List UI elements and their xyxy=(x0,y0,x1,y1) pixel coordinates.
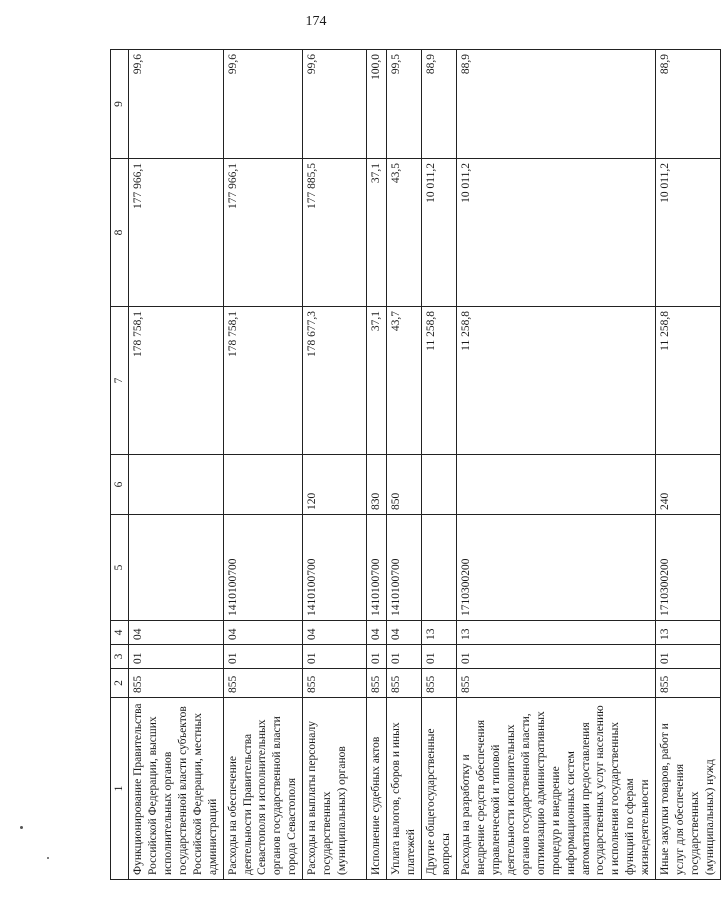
column-header: 8 xyxy=(111,159,129,307)
execution-percent-cell: 88,9 xyxy=(656,50,721,159)
executed-amount-cell: 10 011,2 xyxy=(656,159,721,307)
execution-percent-cell: 99,5 xyxy=(387,50,422,159)
page-number: 174 xyxy=(305,14,327,29)
budget-table xyxy=(110,49,721,880)
column-header: 9 xyxy=(111,50,129,159)
table-row xyxy=(457,50,656,880)
subsection-code-cell: 04 xyxy=(128,621,223,645)
target-article-cell: 1710300200 xyxy=(656,515,721,621)
column-header: 1 xyxy=(111,698,129,880)
table-row xyxy=(303,50,367,880)
row-name-cell: Другие общегосударственные вопросы xyxy=(422,698,457,880)
expense-type-cell: 240 xyxy=(656,455,721,515)
section-code-cell: 01 xyxy=(303,645,367,669)
row-name-cell: Уплата налогов, сборов и иных платежей xyxy=(387,698,422,880)
expense-type-cell: 850 xyxy=(387,455,422,515)
target-article-cell: 1410100700 xyxy=(387,515,422,621)
target-article-cell: 1410100700 xyxy=(367,515,387,621)
column-header: 5 xyxy=(111,515,129,621)
grbs-code-cell: 855 xyxy=(656,669,721,698)
row-name-cell: Иные закупки товаров, работ и услуг для обеспечения государственных (муниципальных) нужд xyxy=(656,698,721,880)
subsection-code-cell: 04 xyxy=(387,621,422,645)
planned-amount-cell: 43,7 xyxy=(387,307,422,455)
executed-amount-cell: 177 885,5 xyxy=(303,159,367,307)
table-row xyxy=(656,50,721,880)
planned-amount-cell: 178 758,1 xyxy=(223,307,303,455)
column-header: 2 xyxy=(111,669,129,698)
planned-amount-cell: 178 677,3 xyxy=(303,307,367,455)
grbs-code-cell: 855 xyxy=(367,669,387,698)
planned-amount-cell: 37,1 xyxy=(367,307,387,455)
execution-percent-cell: 99,6 xyxy=(128,50,223,159)
row-name-cell: Функционирование Правительства Российской Федерации, высших исполнительных органов государственной власти субъектов Российской Федерации, местных администраций xyxy=(128,698,223,880)
target-article-cell xyxy=(128,515,223,621)
target-article-cell: 1410100700 xyxy=(303,515,367,621)
subsection-code-cell: 04 xyxy=(303,621,367,645)
section-code-cell: 01 xyxy=(367,645,387,669)
expense-type-cell xyxy=(457,455,656,515)
section-code-cell: 01 xyxy=(656,645,721,669)
subsection-code-cell: 13 xyxy=(656,621,721,645)
planned-amount-cell: 11 258,8 xyxy=(656,307,721,455)
table-row xyxy=(128,50,223,880)
executed-amount-cell: 10 011,2 xyxy=(457,159,656,307)
grbs-code-cell: 855 xyxy=(422,669,457,698)
expense-type-cell: 830 xyxy=(367,455,387,515)
expense-type-cell: 120 xyxy=(303,455,367,515)
expense-type-cell xyxy=(223,455,303,515)
scan-speck xyxy=(47,857,49,859)
section-code-cell: 01 xyxy=(223,645,303,669)
execution-percent-cell: 99,6 xyxy=(303,50,367,159)
column-header: 3 xyxy=(111,645,129,669)
executed-amount-cell: 10 011,2 xyxy=(422,159,457,307)
section-code-cell: 01 xyxy=(457,645,656,669)
grbs-code-cell: 855 xyxy=(387,669,422,698)
grbs-code-cell: 855 xyxy=(223,669,303,698)
execution-percent-cell: 100,0 xyxy=(367,50,387,159)
expense-type-cell xyxy=(128,455,223,515)
target-article-cell: 1410100700 xyxy=(223,515,303,621)
table-row xyxy=(367,50,387,880)
planned-amount-cell: 11 258,8 xyxy=(457,307,656,455)
execution-percent-cell: 88,9 xyxy=(457,50,656,159)
section-code-cell: 01 xyxy=(387,645,422,669)
executed-amount-cell: 37,1 xyxy=(367,159,387,307)
column-header: 6 xyxy=(111,455,129,515)
header-row xyxy=(111,50,129,880)
rotated-table-container xyxy=(110,50,716,880)
executed-amount-cell: 177 966,1 xyxy=(128,159,223,307)
target-article-cell xyxy=(422,515,457,621)
section-code-cell: 01 xyxy=(128,645,223,669)
grbs-code-cell: 855 xyxy=(128,669,223,698)
row-name-cell: Расходы на выплаты персоналу государственных (муниципальных) органов xyxy=(303,698,367,880)
column-header: 4 xyxy=(111,621,129,645)
planned-amount-cell: 178 758,1 xyxy=(128,307,223,455)
subsection-code-cell: 13 xyxy=(457,621,656,645)
subsection-code-cell: 04 xyxy=(367,621,387,645)
column-header: 7 xyxy=(111,307,129,455)
table-row xyxy=(422,50,457,880)
execution-percent-cell: 88,9 xyxy=(422,50,457,159)
subsection-code-cell: 13 xyxy=(422,621,457,645)
expense-type-cell xyxy=(422,455,457,515)
planned-amount-cell: 11 258,8 xyxy=(422,307,457,455)
row-name-cell: Расходы на обеспечение деятельности Правительства Севастополя и исполнительных органов государственной власти города Севастополя xyxy=(223,698,303,880)
row-name-cell: Расходы на разработку и внедрение средств обеспечения управленческой и типовой деятельности исполнительных органов государственной власти, оптимизацию административных процедур и внедрение информационных систем автоматизации предоставления государственных услуг населению и исполнения государственных функций по сферам жизнедеятельности xyxy=(457,698,656,880)
scan-speck xyxy=(20,826,23,829)
subsection-code-cell: 04 xyxy=(223,621,303,645)
executed-amount-cell: 177 966,1 xyxy=(223,159,303,307)
executed-amount-cell: 43,5 xyxy=(387,159,422,307)
grbs-code-cell: 855 xyxy=(303,669,367,698)
table-row xyxy=(387,50,422,880)
target-article-cell: 1710300200 xyxy=(457,515,656,621)
table-row xyxy=(223,50,303,880)
grbs-code-cell: 855 xyxy=(457,669,656,698)
row-name-cell: Исполнение судебных актов xyxy=(367,698,387,880)
execution-percent-cell: 99,6 xyxy=(223,50,303,159)
section-code-cell: 01 xyxy=(422,645,457,669)
